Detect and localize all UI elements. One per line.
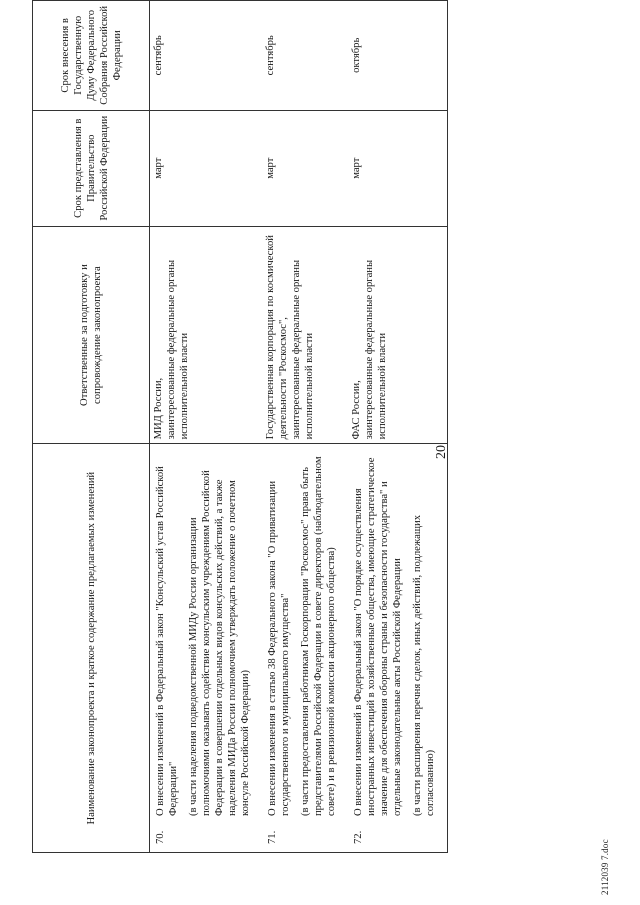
row-name-cell — [348, 444, 448, 853]
row-details: (в части предоставления работникам Госкорпорации "Роскосмос" права быть представителями Российской Федерации в совете директоров (наблюдательном совете) и в ревизионной комиссии акционерного общества) — [300, 456, 337, 816]
responsible-line: заинтересованные федеральные органы исполнительной власти — [166, 259, 190, 440]
row-responsible — [348, 226, 448, 444]
header-duma-term: Срок внесения в Государственную Думу Федерального Собрания Российской Федерации — [33, 1, 150, 111]
row-duma-term: сентябрь — [262, 1, 348, 111]
responsible-line: Государственная корпорация по космической деятельности "Роскосмос", — [265, 235, 289, 440]
table-header-row — [33, 1, 150, 853]
header-responsible: Ответственные за подготовку и сопровождение законопроекта — [33, 226, 150, 444]
row-responsible — [150, 226, 263, 444]
responsible-line: ФАС России, — [351, 380, 362, 440]
responsible-line: МИД России, — [153, 377, 164, 440]
legislation-table — [32, 0, 448, 853]
table-row — [262, 1, 348, 853]
row-number: 72. — [353, 830, 364, 844]
row-government-term: март — [262, 110, 348, 226]
table-row — [348, 1, 448, 853]
header-name: Наименование законопроекта и краткое содержание предлагаемых изменений — [33, 444, 150, 853]
row-number: 70. — [155, 830, 166, 844]
row-title: О внесении изменений в Федеральный закон "О порядке осуществления иностранных инвестиций в хозяйственные общества, имеющие стратегическое значение для обеспечения обороны страны и безопасности государства" и отдельные законодательные акты Российской Федерации — [353, 457, 403, 816]
header-government-term: Срок представления в Правительство Российской Федерации — [33, 110, 150, 226]
responsible-line: заинтересованные федеральные органы исполнительной власти — [364, 259, 388, 440]
row-number: 71. — [267, 830, 278, 844]
row-government-term: март — [150, 110, 263, 226]
row-name-cell — [262, 444, 348, 853]
table-row — [150, 1, 263, 853]
document-code: 2112039 7.doc — [600, 839, 610, 895]
row-name-cell — [150, 444, 263, 853]
row-title: О внесении изменений в Федеральный закон "Консульский устав Российской Федерации" — [155, 466, 179, 816]
row-duma-term: октябрь — [348, 1, 448, 111]
row-government-term: март — [348, 110, 448, 226]
row-details: (в части наделения подведомственной МИДу России организации полномочиями оказывать содействие консульским учреждениям Российской Федерации в совершении отдельных видов консульских действий, а также наделения МИДа России полномочием утверждать положение о почетном консуле Российской Федерации) — [188, 470, 251, 816]
row-title: О внесении изменения в статью 38 Федерального закона "О приватизации государственного и муниципального имущества" — [267, 480, 291, 816]
row-duma-term: сентябрь — [150, 1, 263, 111]
responsible-line: заинтересованные федеральные органы исполнительной власти — [291, 259, 315, 440]
row-responsible — [262, 226, 348, 444]
page-number: 20 — [434, 445, 449, 459]
row-details: (в части расширения перечня сделок, иных действий, подлежащих согласованию) — [412, 514, 436, 816]
